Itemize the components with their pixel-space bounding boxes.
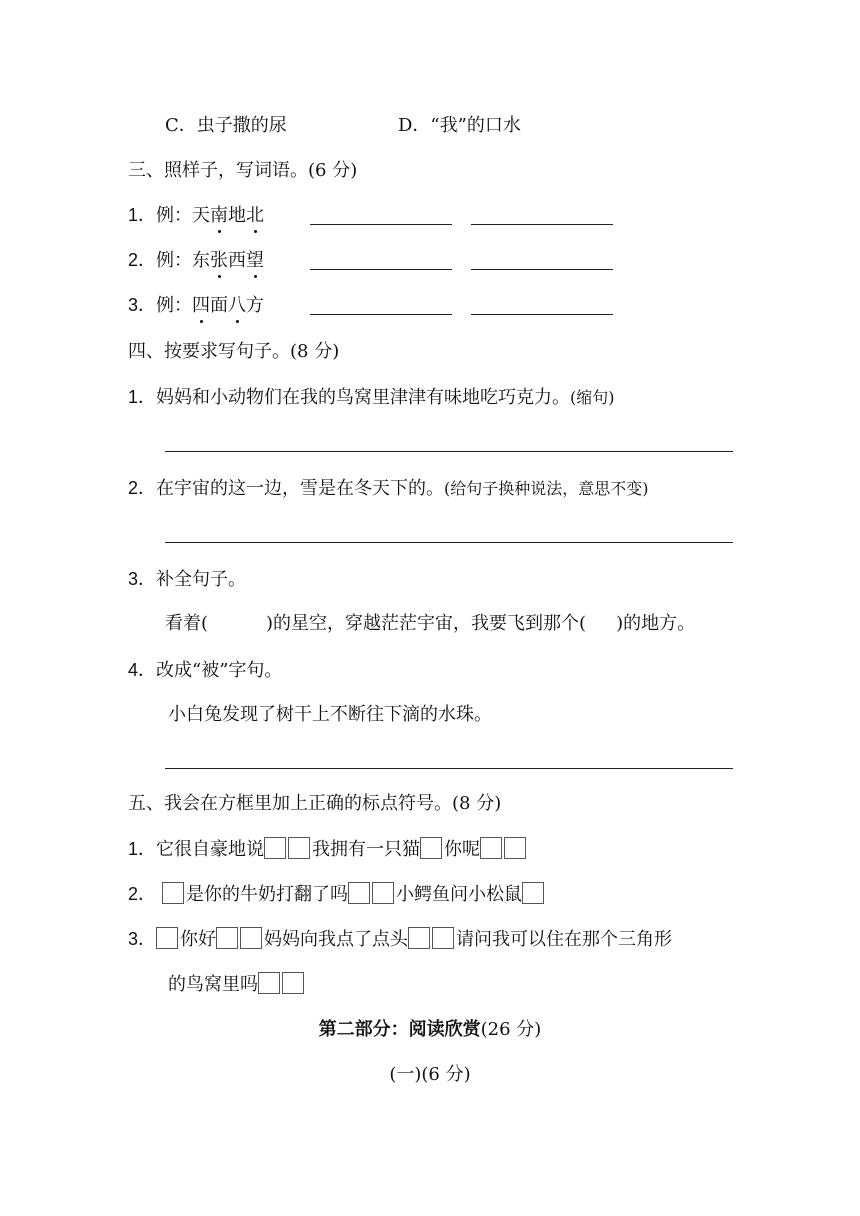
example-prefix: 例： <box>156 250 193 271</box>
word-char: 天 <box>192 205 211 226</box>
punctuation-box[interactable] <box>258 972 280 994</box>
sentence-part: 你呢 <box>444 839 481 860</box>
sentence-part: )的星空，穿越茫茫宇宙，我要飞到那个( <box>266 613 587 634</box>
answer-blank-2b[interactable] <box>471 269 613 270</box>
punctuation-box[interactable] <box>282 972 304 994</box>
sentence-part: 的鸟窝里吗 <box>168 974 258 995</box>
punctuation-box[interactable] <box>348 882 370 904</box>
sentence-part: 它很自豪地说 <box>156 839 265 860</box>
item-number: 2． <box>128 478 157 498</box>
section4-q3 <box>128 567 246 592</box>
answer-blank-3b[interactable] <box>471 314 613 315</box>
word-char: 方 <box>246 295 265 316</box>
question-text: 补全句子。 <box>156 569 247 590</box>
example-prefix: 例： <box>156 205 193 226</box>
word-char-dotted: 望 <box>246 250 265 271</box>
q4-sentence: 小白兔发现了树干上不断往下滴的水珠。 <box>168 704 492 725</box>
fill-sentence <box>165 612 695 636</box>
punctuation-box[interactable] <box>504 837 526 859</box>
sentence-part: )的地方。 <box>616 613 696 634</box>
punctuation-box[interactable] <box>156 927 178 949</box>
answer-line-q4[interactable] <box>165 768 733 769</box>
sentence-part: 我拥有一只猫 <box>312 839 421 860</box>
answer-blank-2a[interactable] <box>310 269 452 270</box>
item-number: 1． <box>128 839 157 859</box>
word-char: 东 <box>192 250 211 271</box>
section4-q1 <box>128 385 615 410</box>
section4-q2 <box>128 476 649 501</box>
word-char-dotted: 八 <box>228 295 247 316</box>
sentence-part: 是你的牛奶打翻了吗 <box>186 884 349 905</box>
answer-blank-1b[interactable] <box>471 224 613 225</box>
section3-item-1 <box>128 203 264 228</box>
section4-q4 <box>128 658 282 683</box>
word-char: 面 <box>210 295 229 316</box>
word-char-dotted: 四 <box>192 295 211 316</box>
option-c: C．虫子撒的尿 <box>165 115 287 136</box>
word-char-dotted: 张 <box>210 250 229 271</box>
punctuation-box[interactable] <box>162 882 184 904</box>
section5-q1 <box>128 837 528 862</box>
sentence-part: 请问我可以住在那个三角形 <box>456 929 673 950</box>
punctuation-box[interactable] <box>420 837 442 859</box>
answer-blank-3a[interactable] <box>310 314 452 315</box>
part2-title: 第二部分：阅读欣赏 <box>318 1019 481 1040</box>
item-number: 1． <box>128 387 157 407</box>
item-number: 3． <box>128 295 157 315</box>
part2-score: (26 分) <box>480 1019 542 1040</box>
item-number: 2． <box>128 884 157 904</box>
section5-q3 <box>128 927 672 952</box>
punctuation-box[interactable] <box>522 882 544 904</box>
example-prefix: 例： <box>156 295 193 316</box>
word-char: 西 <box>228 250 247 271</box>
question-text: 妈妈和小动物们在我的鸟窝里津津有味地吃巧克力。 <box>156 387 571 408</box>
section5-title: 五、我会在方框里加上正确的标点符号。(8 分) <box>128 793 502 814</box>
section5-q2 <box>128 882 546 907</box>
punctuation-box[interactable] <box>288 837 310 859</box>
option-d: D．“我”的口水 <box>398 115 521 136</box>
section3-item-3 <box>128 293 264 318</box>
answer-line-q2[interactable] <box>165 542 733 543</box>
section5-q3-cont <box>168 972 306 997</box>
sentence-part: 妈妈向我点了点头 <box>264 929 409 950</box>
punctuation-box[interactable] <box>480 837 502 859</box>
punctuation-box[interactable] <box>216 927 238 949</box>
word-char: 地 <box>228 205 247 226</box>
sentence-part: 小鳄鱼问小松鼠 <box>396 884 523 905</box>
punctuation-box[interactable] <box>432 927 454 949</box>
word-char-dotted: 北 <box>246 205 265 226</box>
item-number: 2． <box>128 250 157 270</box>
sentence-part: 你好 <box>180 929 217 950</box>
punctuation-box[interactable] <box>264 837 286 859</box>
item-number: 3． <box>128 569 157 589</box>
section4-title: 四、按要求写句子。(8 分) <box>128 341 340 362</box>
part2-subheading: (一)(6 分) <box>389 1064 471 1085</box>
answer-line-q1[interactable] <box>165 451 733 452</box>
sentence-part: 看着( <box>165 613 209 634</box>
word-char-dotted: 南 <box>210 205 229 226</box>
punctuation-box[interactable] <box>240 927 262 949</box>
item-number: 4． <box>128 660 157 680</box>
part2-heading <box>0 1018 860 1042</box>
question-text: 改成“被”字句。 <box>156 660 283 681</box>
question-note: (给句子换种说法，意思不变) <box>444 479 649 498</box>
punctuation-box[interactable] <box>372 882 394 904</box>
question-note: (缩句) <box>570 388 615 407</box>
item-number: 1． <box>128 205 157 225</box>
item-number: 3． <box>128 929 157 949</box>
section3-item-2 <box>128 248 264 273</box>
punctuation-box[interactable] <box>408 927 430 949</box>
question-text: 在宇宙的这一边，雪是在冬天下的。 <box>156 478 445 499</box>
section3-title: 三、照样子，写词语。(6 分) <box>128 160 358 181</box>
answer-blank-1a[interactable] <box>310 224 452 225</box>
